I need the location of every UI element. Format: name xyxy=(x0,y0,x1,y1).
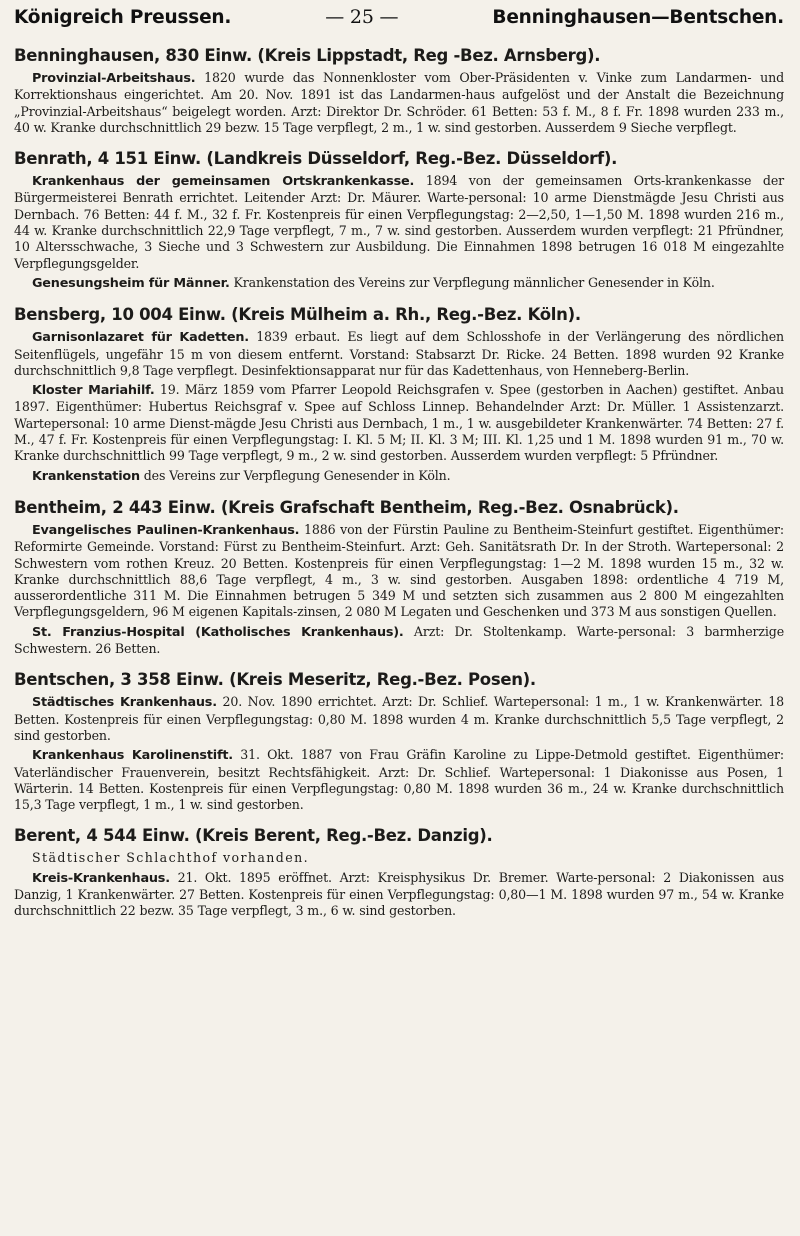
entry-name: Genesungsheim für Männer. xyxy=(32,275,230,291)
entry xyxy=(14,173,784,272)
entry xyxy=(14,870,784,920)
entry xyxy=(14,70,784,136)
entry-name: Garnisonlazaret für Kadetten. xyxy=(32,330,249,346)
running-header xyxy=(14,0,784,28)
entry-text: 31. Okt. 1887 von Frau Gräfin Karoline zu Lippe-Detmold gestiftet. Eigenthümer: Vaterländischer Frauenverein, besitzt Rechtsfähigkeit. Arzt: Dr. Schlief. Wartepersonal: 1 Diakonisse aus Posen, 1 Wärterin. 14 Betten. Kostenpreis für einen Verpflegungstag: 0,80 M. 1898 wurden 36 m., 24 w. Kranke durchschnittlich 15,3 Tage verpflegt, 1 m., 1 w. sind gestorben. xyxy=(14,747,785,813)
entry-text: Städtischer Schlachthof vorhanden. xyxy=(32,850,310,866)
entry xyxy=(14,522,784,621)
entry-name: Städtisches Krankenhaus. xyxy=(32,695,217,711)
entry-text: 1886 von der Fürstin Pauline zu Bentheim-Steinfurt gestiftet. Eigenthümer: Reformirte Gemeinde. Vorstand: Fürst zu Bentheim-Steinfurt. Arzt: Geh. Sanitätsrath Dr. In der Stroth. Wartepersonal: 2 Schwestern vom rothen Kreuz. 20 Betten. Kostenpreis für einen Verpflegungstag: 1—2 M. 1898 wurden 15 m., 32 w. Kranke durchschnittlich 88,6 Tage verpflegt, 4 m., 3 w. sind gestorben. Ausgaben 1898: ordentliche 4 719 M, ausserordentliche 311 M. Die Einnahmen betrugen 5 349 M und setzten sich zusammen aus 2 800 M eingezahlten Verpflegungsgeldern, 96 M eigenen Kapitals-zinsen, 2 080 M Legaten und Geschenken und 373 M aus sonstigen Quellen. xyxy=(14,521,784,620)
entry-text: 19. März 1859 vom Pfarrer Leopold Reichsgrafen v. Spee (gestorben in Aachen) gestiftet. Anbau 1897. Eigenthümer: Hubertus Reichsgraf v. Spee auf Schloss Linnep. Behandelnder Arzt: Dr. Müller. 1 Assistenzarzt. Wartepersonal: 10 arme Dienst-mägde Jesu Christi aus Dernbach, 1 m., 1 w. ausgebildeter Krankenwärter. 74 Betten: 27 f. M., 47 f. Fr. Kostenpreis für einen Verpflegungstag: I. Kl. 5 M; II. Kl. 3 M; III. Kl. 1,25 und 1 M. 1898 wurden 91 m., 70 w. Kranke durchschnittlich 99 Tage verpflegt, 9 m., 2 w. sind gestorben. Ausserdem wurden verpflegt: 5 Pfründner. xyxy=(14,382,784,464)
section-title: Benninghausen, 830 Einw. (Kreis Lippstadt, Reg -Bez. Arnsberg). xyxy=(14,46,601,65)
entry xyxy=(14,850,784,866)
section-title: Bentheim, 2 443 Einw. (Kreis Grafschaft Bentheim, Reg.-Bez. Osnabrück). xyxy=(14,497,679,517)
entry-name: Kreis-Krankenhaus. xyxy=(32,870,170,886)
entry-name: St. Franzius-Hospital (Katholisches Krankenhaus). xyxy=(32,624,404,640)
entry xyxy=(14,382,784,464)
entry-name: Evangelisches Paulinen-Krankenhaus. xyxy=(32,522,300,538)
entry xyxy=(14,468,784,485)
section-bentheim xyxy=(14,497,784,657)
entry xyxy=(14,329,784,379)
entry-name: Krankenstation xyxy=(32,468,140,484)
entry xyxy=(14,694,784,744)
entry-name: Krankenhaus Karolinenstift. xyxy=(32,748,233,764)
header-right: Benninghausen—Bentschen. xyxy=(492,7,784,28)
entry-text: Arzt: Dr. Stoltenkamp. Warte-personal: 3 barmherzige Schwestern. 26 Betten. xyxy=(14,623,784,657)
entry-name: Krankenhaus der gemeinsamen Ortskrankenkasse. xyxy=(32,174,415,190)
entry-text: 1839 erbaut. Es liegt auf dem Schlosshofe in der Verlängerung des nördlichen Seitenflügels, ungefähr 15 m von diesem entfernt. Vorstand: Stabsarzt Dr. Ricke. 24 Betten. 1898 wurden 92 Kranke durchschnittlich 9,8 Tage verpflegt. Desinfektionsapparat nur für das Kadettenhaus, von Henneberg-Berlin. xyxy=(14,329,784,378)
section-benrath xyxy=(14,148,784,292)
entry-text: 1894 von der gemeinsamen Orts-krankenkasse der Bürgermeisterei Benrath errichtet. Leitender Arzt: Dr. Mäurer. Warte-personal: 10 arme Dienstmägde Jesu Christi aus Dernbach. 76 Betten: 44 f. M., 32 f. Fr. Kostenpreis für einen Verpflegungstag: 2—2,50, 1—1,50 M. 1898 wurden 216 m., 44 w. Kranke durchschnittlich 22,9 Tage verpflegt, 7 m., 7 w. sind gestorben. Ausserdem wurden verpflegt: 21 Pfründner, 10 Altersschwache, 3 Sieche und 3 Schwestern zur Ausbildung. Die Einnahmen 1898 betrugen 16 018 M eingezahlte Verpflegungsgelder. xyxy=(14,173,784,271)
section-bensberg xyxy=(14,304,784,485)
entry xyxy=(14,275,784,292)
header-left: Königreich Preussen. xyxy=(14,7,232,28)
entry-name: Provinzial-Arbeitshaus. xyxy=(32,71,196,86)
section-title: Bentschen, 3 358 Einw. (Kreis Meseritz, Reg.-Bez. Posen). xyxy=(14,670,536,690)
entry-text: des Vereins zur Verpflegung Genesender in Köln. xyxy=(143,467,451,483)
entry-text: 1820 wurde das Nonnenkloster vom Ober-Präsidenten v. Vinke zum Landarmen- und Korrektionshaus eingerichtet. Am 20. Nov. 1891 ist das Landarmen-haus aufgelöst und der Anstalt die Bezeichnung „Provinzial-Arbeitshaus“ beigelegt worden. Arzt: Direktor Dr. Schröder. 61 Betten: 53 f. M., 8 f. Fr. 1898 wurden 233 m., 40 w. Kranke durchschnittlich 29 bezw. 15 Tage verpflegt, 2 m., 1 w. sind gestorben. Ausserdem 9 Sieche verpflegt. xyxy=(14,70,784,135)
page-number: — 25 — xyxy=(325,6,399,28)
section-benninghausen xyxy=(14,45,784,136)
section-title: Benrath, 4 151 Einw. (Landkreis Düsseldorf, Reg.-Bez. Düsseldorf). xyxy=(14,149,618,169)
section-title: Berent, 4 544 Einw. (Kreis Berent, Reg.-Bez. Danzig). xyxy=(14,826,493,846)
section-title: Bensberg, 10 004 Einw. (Kreis Mülheim a. Rh., Reg.-Bez. Köln). xyxy=(14,305,581,325)
entry-text: Krankenstation des Vereins zur Verpflegung männlicher Genesender in Köln. xyxy=(233,274,715,290)
entry xyxy=(14,624,784,658)
entry-name: Kloster Mariahilf. xyxy=(32,383,155,399)
section-bentschen xyxy=(14,669,784,813)
entry-text: 20. Nov. 1890 errichtet. Arzt: Dr. Schlief. Wartepersonal: 1 m., 1 w. Krankenwärter. 18 Betten. Kostenpreis für einen Verpflegungstag: 0,80 M. 1898 wurden 4 m. Kranke durchschnittlich 5,5 Tage verpflegt, 2 sind gestorben. xyxy=(14,694,785,743)
entry-text: 21. Okt. 1895 eröffnet. Arzt: Kreisphysikus Dr. Bremer. Warte-personal: 2 Diakonissen aus Danzig, 1 Krankenwärter. 27 Betten. Kostenpreis für einen Verpflegungstag: 0,80—1 M. 1898 wurden 97 m., 54 w. Kranke durchschnittlich 22 bezw. 35 Tage verpflegt, 3 m., 6 w. sind gestorben. xyxy=(14,869,784,919)
entry xyxy=(14,747,784,813)
section-berent xyxy=(14,825,784,919)
